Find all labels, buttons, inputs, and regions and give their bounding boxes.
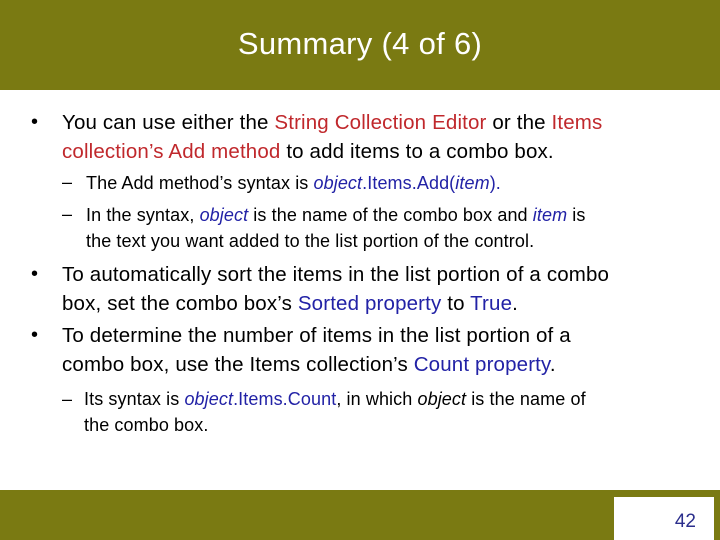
bullet-text: box, set the combo box’s: [62, 292, 298, 315]
bullet-text: To determine the number of items in the list portion of a: [62, 324, 571, 347]
page-number-box: [614, 497, 714, 540]
bullet-text: .: [549, 353, 556, 376]
term-object: object: [184, 389, 234, 409]
term-object: object: [313, 173, 363, 193]
bullet-text: to: [441, 292, 471, 315]
term-string-collection-editor: String Collection Editor: [274, 111, 487, 134]
sub-text: is the name of: [466, 389, 586, 409]
term-items-count: .Items.Count: [233, 389, 337, 409]
bullet-text: .: [512, 292, 518, 315]
subbullet-3-line-1: [84, 386, 586, 412]
sub-text: The Add method’s syntax is: [86, 173, 314, 193]
term-object: object: [199, 205, 249, 225]
term-items-add: .Items.Add(: [362, 173, 456, 193]
sub-text: Its syntax is: [84, 389, 185, 409]
term-item: item: [532, 205, 568, 225]
sub-text: , in which: [336, 389, 418, 409]
bullet-3-line-2: [62, 350, 556, 379]
term-sorted-property: Sorted property: [297, 292, 442, 315]
bullet-marker: •: [31, 111, 39, 133]
subbullet-1-line-1: [86, 170, 501, 196]
subbullet-2-line-1: [86, 202, 586, 228]
term-item: item: [455, 173, 490, 193]
bullet-3-line-1: [62, 321, 571, 350]
sub-text: is the name of the combo box and: [248, 205, 533, 225]
term-close: ).: [489, 173, 501, 193]
subbullet-2-line-2: the text you want added to the list portion of the control.: [86, 231, 535, 251]
page-number: 42: [674, 511, 696, 532]
term-items-add-method: collection’s Add method: [62, 140, 281, 163]
title-bar: [0, 0, 720, 90]
subbullet-marker: –: [62, 204, 73, 224]
bullet-text: or the: [486, 111, 552, 134]
bullet-1-line-2: [62, 137, 554, 166]
slide-title: Summary (4 of 6): [237, 26, 483, 61]
bullet-text: combo box, use the Items collection’s: [62, 353, 414, 376]
bullet-marker: •: [31, 263, 39, 285]
bullet-1-line-1: [62, 108, 602, 137]
bullet-text: To automatically sort the items in the list portion of a combo: [62, 263, 610, 286]
subbullet-marker: –: [62, 389, 73, 409]
subbullet-3-line-2: the combo box.: [84, 415, 209, 435]
term-count-property: Count property: [413, 353, 550, 376]
sub-text: In the syntax,: [86, 205, 200, 225]
footer-bar: [0, 490, 720, 540]
bullet-2-line-1: [62, 260, 609, 289]
subbullet-marker: –: [62, 172, 73, 192]
bullet-2-line-2: [62, 289, 518, 318]
term-object-plain: object: [417, 389, 467, 409]
term-true: True: [470, 292, 513, 315]
bullet-text: You can use either the: [62, 111, 275, 134]
bullet-marker: •: [31, 324, 39, 346]
sub-text: is: [567, 205, 586, 225]
bullet-text: to add items to a combo box.: [280, 140, 554, 163]
term-items: Items: [551, 111, 603, 134]
